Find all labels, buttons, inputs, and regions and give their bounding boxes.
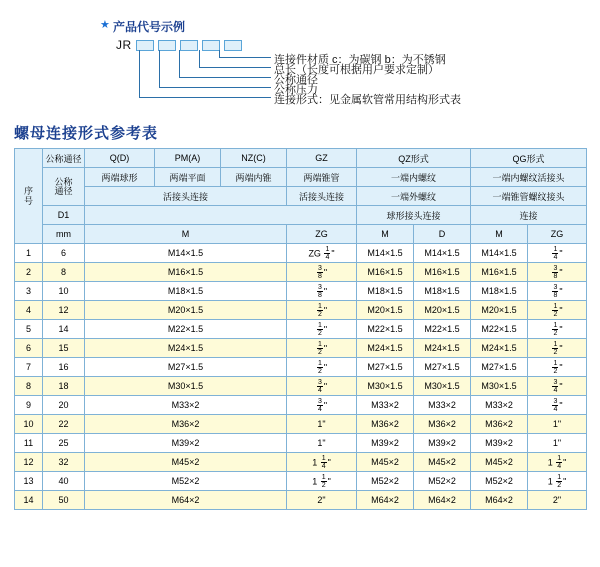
header-type-qz-1: 一端内螺纹	[357, 168, 471, 187]
cell-qz-d: M14×1.5	[414, 244, 471, 263]
cell-thread-m: M52×2	[85, 472, 287, 491]
cell-seq: 3	[15, 282, 43, 301]
cell-qg-m: M27×1.5	[471, 358, 528, 377]
header-d1: D1	[43, 206, 85, 225]
header-join-q-pm-nz: 活接头连接	[85, 187, 287, 206]
section-heading: 螺母连接形式参考表	[14, 125, 159, 142]
header-group-qz: QZ形式	[357, 149, 471, 168]
cell-thread-zg: $\frac{3}{8}$ "	[287, 263, 357, 282]
cell-qz-d: M45×2	[414, 453, 471, 472]
cell-thread-m: M36×2	[85, 415, 287, 434]
table-header-row-codes	[15, 149, 587, 168]
cell-qg-zg: $\frac{1}{2}$ "	[528, 301, 587, 320]
cell-qg-m: M16×1.5	[471, 263, 528, 282]
product-code-legend	[0, 0, 600, 118]
cell-qg-zg: $\frac{3}{4}$ "	[528, 377, 587, 396]
header-type-nz: 两端内锥	[221, 168, 287, 187]
cell-qz-m: M45×2	[357, 453, 414, 472]
table-row	[15, 244, 587, 263]
cell-qg-m: M39×2	[471, 434, 528, 453]
cell-thread-m: M24×1.5	[85, 339, 287, 358]
table-row	[15, 415, 587, 434]
cell-qg-m: M30×1.5	[471, 377, 528, 396]
cell-qz-d: M36×2	[414, 415, 471, 434]
cell-qg-zg: $\frac{3}{8}$ "	[528, 263, 587, 282]
cell-qz-m: M22×1.5	[357, 320, 414, 339]
leader-v-1	[139, 50, 140, 97]
header-seq: 序 号	[15, 149, 43, 244]
cell-thread-m: M30×1.5	[85, 377, 287, 396]
header-nominal-diameter: 公称通径	[43, 149, 85, 168]
header-unit-m: M	[85, 225, 287, 244]
cell-thread-zg: 1"	[287, 434, 357, 453]
cell-thread-zg: ZG $\frac{1}{4}$ "	[287, 244, 357, 263]
cell-nominal-diameter: 14	[43, 320, 85, 339]
cell-qz-m: M14×1.5	[357, 244, 414, 263]
cell-seq: 12	[15, 453, 43, 472]
code-box-5	[224, 40, 242, 51]
table-row	[15, 396, 587, 415]
cell-qz-m: M30×1.5	[357, 377, 414, 396]
header-unit-qg-zg: ZG	[528, 225, 587, 244]
cell-qz-d: M30×1.5	[414, 377, 471, 396]
cell-thread-zg: $\frac{3}{8}$ "	[287, 282, 357, 301]
cell-thread-m: M22×1.5	[85, 320, 287, 339]
header-type-qg-2: 一端锥管螺纹接头	[471, 187, 587, 206]
header-join-qz: 球形接头连接	[357, 206, 471, 225]
leader-v-4	[199, 50, 200, 67]
header-type-q: 两端球形	[85, 168, 155, 187]
header-join-gz: 活接头连接	[287, 187, 357, 206]
cell-qg-zg: $\frac{1}{2}$ "	[528, 320, 587, 339]
cell-qg-m: M24×1.5	[471, 339, 528, 358]
cell-qz-m: M27×1.5	[357, 358, 414, 377]
leader-h-4	[199, 67, 271, 68]
header-type-qg-1: 一端内螺纹活接头	[471, 168, 587, 187]
cell-qz-d: M18×1.5	[414, 282, 471, 301]
cell-qg-zg: $\frac{3}{8}$ "	[528, 282, 587, 301]
cell-seq: 8	[15, 377, 43, 396]
cell-thread-m: M16×1.5	[85, 263, 287, 282]
cell-thread-zg: $\frac{1}{2}$ "	[287, 320, 357, 339]
cell-thread-m: M18×1.5	[85, 282, 287, 301]
cell-thread-m: M39×2	[85, 434, 287, 453]
legend-item-connection-form: 连接形式：见金属软管常用结构形式表	[274, 94, 461, 106]
legend-item-nominal-diameter: 公称通径	[274, 74, 318, 86]
cell-qz-d: M22×1.5	[414, 320, 471, 339]
cell-qg-m: M36×2	[471, 415, 528, 434]
legend-item-total-length: 总长（长度可根据用户要求定制）	[274, 64, 439, 76]
table-header-row-types	[15, 168, 587, 187]
cell-nominal-diameter: 50	[43, 491, 85, 510]
header-unit-qz-d: D	[414, 225, 471, 244]
header-unit-zg: ZG	[287, 225, 357, 244]
header-type-gz: 两端锥管	[287, 168, 357, 187]
leader-h-5	[219, 57, 271, 58]
cell-qg-zg: 1 $\frac{1}{2}$ "	[528, 472, 587, 491]
leader-v-2	[159, 50, 160, 87]
cell-nominal-diameter: 40	[43, 472, 85, 491]
table-row	[15, 282, 587, 301]
cell-qg-m: M64×2	[471, 491, 528, 510]
header-type-qz-2: 一端外螺纹	[357, 187, 471, 206]
leader-v-3	[179, 50, 180, 77]
cell-qg-zg: $\frac{3}{4}$ "	[528, 396, 587, 415]
header-unit-mm: mm	[43, 225, 85, 244]
header-dn-cn: 公称 通径	[43, 168, 85, 206]
nut-connection-spec-table	[14, 148, 587, 510]
cell-qz-d: M16×1.5	[414, 263, 471, 282]
cell-qg-m: M18×1.5	[471, 282, 528, 301]
code-box-4	[202, 40, 220, 51]
leader-h-1	[139, 97, 271, 98]
table-row	[15, 453, 587, 472]
header-group-qg: QG形式	[471, 149, 587, 168]
table-header-row-d1	[15, 206, 587, 225]
cell-thread-zg: $\frac{1}{2}$ "	[287, 339, 357, 358]
cell-qg-m: M20×1.5	[471, 301, 528, 320]
cell-seq: 5	[15, 320, 43, 339]
cell-nominal-diameter: 10	[43, 282, 85, 301]
cell-seq: 6	[15, 339, 43, 358]
leader-v-5	[219, 50, 220, 57]
cell-qg-m: M52×2	[471, 472, 528, 491]
cell-qz-d: M27×1.5	[414, 358, 471, 377]
table-row	[15, 339, 587, 358]
leader-h-3	[179, 77, 271, 78]
cell-qg-m: M45×2	[471, 453, 528, 472]
table-row	[15, 301, 587, 320]
header-type-pm: 两端平面	[155, 168, 221, 187]
table-header-row-units	[15, 225, 587, 244]
cell-thread-m: M64×2	[85, 491, 287, 510]
cell-qz-d: M33×2	[414, 396, 471, 415]
cell-qz-m: M18×1.5	[357, 282, 414, 301]
cell-nominal-diameter: 6	[43, 244, 85, 263]
cell-thread-zg: 2"	[287, 491, 357, 510]
header-join-qg: 连接	[471, 206, 587, 225]
cell-seq: 14	[15, 491, 43, 510]
cell-nominal-diameter: 16	[43, 358, 85, 377]
cell-qg-zg: $\frac{1}{2}$ "	[528, 339, 587, 358]
header-group-pm: PM(A)	[155, 149, 221, 168]
spec-table-container	[14, 148, 586, 510]
star-icon: ★	[100, 19, 110, 31]
cell-qz-m: M52×2	[357, 472, 414, 491]
cell-qg-zg: 1 $\frac{1}{4}$ "	[528, 453, 587, 472]
cell-seq: 10	[15, 415, 43, 434]
cell-thread-m: M14×1.5	[85, 244, 287, 263]
product-code-boxes	[136, 40, 242, 51]
table-row	[15, 377, 587, 396]
header-group-nz: NZ(C)	[221, 149, 287, 168]
cell-nominal-diameter: 15	[43, 339, 85, 358]
table-row	[15, 491, 587, 510]
cell-qz-d: M20×1.5	[414, 301, 471, 320]
cell-nominal-diameter: 12	[43, 301, 85, 320]
cell-seq: 13	[15, 472, 43, 491]
cell-thread-zg: 1 $\frac{1}{2}$ "	[287, 472, 357, 491]
header-unit-qz-m: M	[357, 225, 414, 244]
header-unit-qg-m: M	[471, 225, 528, 244]
cell-nominal-diameter: 20	[43, 396, 85, 415]
cell-qg-m: M14×1.5	[471, 244, 528, 263]
cell-seq: 1	[15, 244, 43, 263]
cell-qg-m: M33×2	[471, 396, 528, 415]
header-blank-1	[85, 206, 357, 225]
cell-qz-d: M24×1.5	[414, 339, 471, 358]
cell-qz-m: M39×2	[357, 434, 414, 453]
header-group-gz: GZ	[287, 149, 357, 168]
leader-h-2	[159, 87, 271, 88]
code-box-3	[180, 40, 198, 51]
cell-qg-m: M22×1.5	[471, 320, 528, 339]
cell-nominal-diameter: 25	[43, 434, 85, 453]
cell-nominal-diameter: 22	[43, 415, 85, 434]
cell-thread-m: M20×1.5	[85, 301, 287, 320]
table-header-row-join	[15, 187, 587, 206]
table-row	[15, 320, 587, 339]
cell-qz-m: M33×2	[357, 396, 414, 415]
cell-thread-zg: $\frac{1}{2}$ "	[287, 301, 357, 320]
cell-qz-m: M36×2	[357, 415, 414, 434]
cell-thread-m: M33×2	[85, 396, 287, 415]
cell-qg-zg: 1"	[528, 434, 587, 453]
cell-thread-zg: 1"	[287, 415, 357, 434]
cell-qg-zg: 1"	[528, 415, 587, 434]
cell-seq: 4	[15, 301, 43, 320]
cell-seq: 7	[15, 358, 43, 377]
cell-qg-zg: 2"	[528, 491, 587, 510]
cell-qg-zg: $\frac{1}{4}$ "	[528, 244, 587, 263]
cell-seq: 9	[15, 396, 43, 415]
table-row	[15, 358, 587, 377]
cell-qz-m: M24×1.5	[357, 339, 414, 358]
cell-nominal-diameter: 8	[43, 263, 85, 282]
table-row	[15, 472, 587, 491]
cell-thread-zg: 1 $\frac{1}{4}$ "	[287, 453, 357, 472]
cell-qz-d: M39×2	[414, 434, 471, 453]
legend-item-nominal-pressure: 公称压力	[274, 84, 318, 96]
cell-seq: 2	[15, 263, 43, 282]
cell-nominal-diameter: 18	[43, 377, 85, 396]
header-group-q: Q(D)	[85, 149, 155, 168]
cell-thread-m: M45×2	[85, 453, 287, 472]
code-box-2	[158, 40, 176, 51]
cell-qg-zg: $\frac{1}{2}$ "	[528, 358, 587, 377]
cell-thread-m: M27×1.5	[85, 358, 287, 377]
legend-item-material: 连接件材质 c：为碳钢 b：为不锈钢	[274, 54, 446, 66]
cell-qz-m: M64×2	[357, 491, 414, 510]
product-code-prefix: JR	[116, 38, 132, 52]
cell-thread-zg: $\frac{3}{4}$ "	[287, 396, 357, 415]
cell-qz-m: M20×1.5	[357, 301, 414, 320]
table-row	[15, 263, 587, 282]
table-row	[15, 434, 587, 453]
cell-qz-d: M52×2	[414, 472, 471, 491]
cell-seq: 11	[15, 434, 43, 453]
cell-qz-m: M16×1.5	[357, 263, 414, 282]
cell-nominal-diameter: 32	[43, 453, 85, 472]
cell-thread-zg: $\frac{3}{4}$ "	[287, 377, 357, 396]
cell-qz-d: M64×2	[414, 491, 471, 510]
legend-title: 产品代号示例	[113, 20, 186, 34]
cell-thread-zg: $\frac{1}{2}$ "	[287, 358, 357, 377]
